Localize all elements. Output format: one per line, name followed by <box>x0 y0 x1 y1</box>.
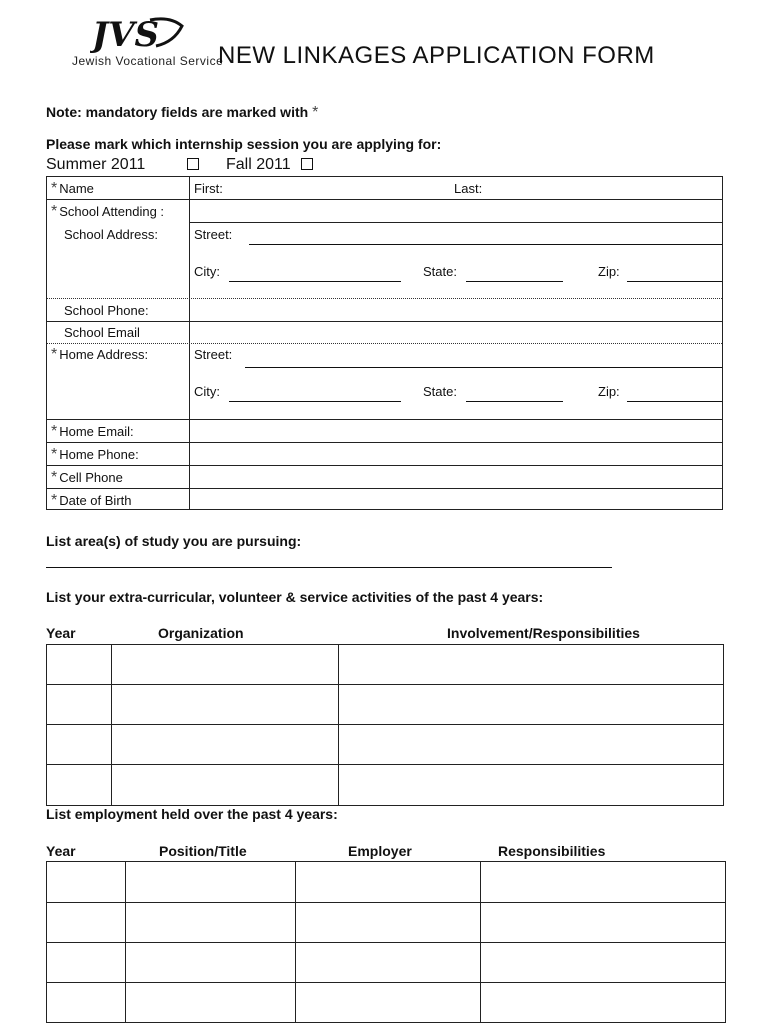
session-fall-label: Fall 2011 <box>226 156 291 173</box>
school-state-label: State: <box>423 264 457 279</box>
employment-col-year: Year <box>46 843 76 859</box>
home-phone-input[interactable] <box>192 444 720 464</box>
first-name-label: First: <box>194 181 223 196</box>
school-city-label: City: <box>194 264 220 279</box>
home-city-input[interactable] <box>229 401 401 402</box>
school-city-input[interactable] <box>229 281 401 282</box>
session-summer-label: Summer 2011 <box>46 156 146 173</box>
home-state-input[interactable] <box>466 401 563 402</box>
activities-col-involvement: Involvement/Responsibilities <box>447 625 640 641</box>
employment-col-employer: Employer <box>348 843 412 859</box>
fall-checkbox[interactable] <box>301 158 313 170</box>
home-city-label: City: <box>194 384 220 399</box>
mandatory-note-text: Note: mandatory fields are marked with <box>46 104 309 120</box>
personal-info-form <box>46 176 723 510</box>
school-email-label: School Email <box>64 325 140 340</box>
mandatory-note <box>46 104 318 122</box>
employment-responsibilities-cell[interactable] <box>481 862 725 902</box>
school-street-input[interactable] <box>249 244 722 245</box>
school-attending-label: * School Attending : <box>51 203 165 220</box>
activities-table <box>46 644 724 806</box>
last-name-label: Last: <box>454 181 483 196</box>
employment-col-responsibilities: Responsibilities <box>498 843 606 859</box>
org-name: Jewish Vocational Service <box>72 54 224 68</box>
home-address-label: * Home Address: <box>51 346 149 363</box>
first-name-input[interactable] <box>232 179 442 197</box>
employment-year-cell[interactable] <box>47 862 125 902</box>
last-name-input[interactable] <box>487 179 717 197</box>
employment-employer-cell[interactable] <box>296 862 480 902</box>
activity-organization-cell[interactable] <box>112 645 338 684</box>
activities-label: List your extra-curricular, volunteer & service activities of the past 4 years: <box>46 589 544 605</box>
name-label: * Name <box>51 180 94 197</box>
asterisk: * <box>312 104 319 121</box>
dob-label: * Date of Birth <box>51 492 132 509</box>
home-street-label: Street: <box>194 347 233 362</box>
school-zip-input[interactable] <box>627 281 722 282</box>
home-phone-label: * Home Phone: <box>51 446 139 463</box>
employment-label: List employment held over the past 4 years: <box>46 806 338 822</box>
school-phone-label: School Phone: <box>64 303 149 318</box>
cell-phone-label: * Cell Phone <box>51 469 123 486</box>
logo-letters: JVS <box>92 15 160 54</box>
home-zip-input[interactable] <box>627 401 722 402</box>
study-label: List area(s) of study you are pursuing: <box>46 533 302 549</box>
school-address-label: School Address: <box>64 227 158 242</box>
employment-col-position: Position/Title <box>159 843 247 859</box>
activities-col-year: Year <box>46 625 76 641</box>
home-email-label: * Home Email: <box>51 423 134 440</box>
employment-position-cell[interactable] <box>126 862 295 902</box>
activity-year-cell[interactable] <box>47 645 111 684</box>
school-phone-input[interactable] <box>192 300 720 320</box>
school-street-label: Street: <box>194 227 233 242</box>
home-zip-label: Zip: <box>598 384 620 399</box>
employment-table <box>46 861 726 1023</box>
dob-input[interactable] <box>192 490 720 508</box>
cell-phone-input[interactable] <box>192 467 720 487</box>
jvs-logo <box>90 12 190 54</box>
session-question: Please mark which internship session you are applying for: <box>46 136 442 152</box>
home-state-label: State: <box>423 384 457 399</box>
summer-checkbox[interactable] <box>187 158 199 170</box>
activity-involvement-cell[interactable] <box>339 645 723 684</box>
school-state-input[interactable] <box>466 281 563 282</box>
home-street-input[interactable] <box>245 367 722 368</box>
school-attending-input[interactable] <box>192 201 720 220</box>
school-zip-label: Zip: <box>598 264 620 279</box>
school-email-input[interactable] <box>192 323 720 342</box>
home-email-input[interactable] <box>192 421 720 441</box>
activities-col-organization: Organization <box>158 625 244 641</box>
page-title: NEW LINKAGES APPLICATION FORM <box>218 42 655 69</box>
study-input[interactable] <box>46 567 612 568</box>
